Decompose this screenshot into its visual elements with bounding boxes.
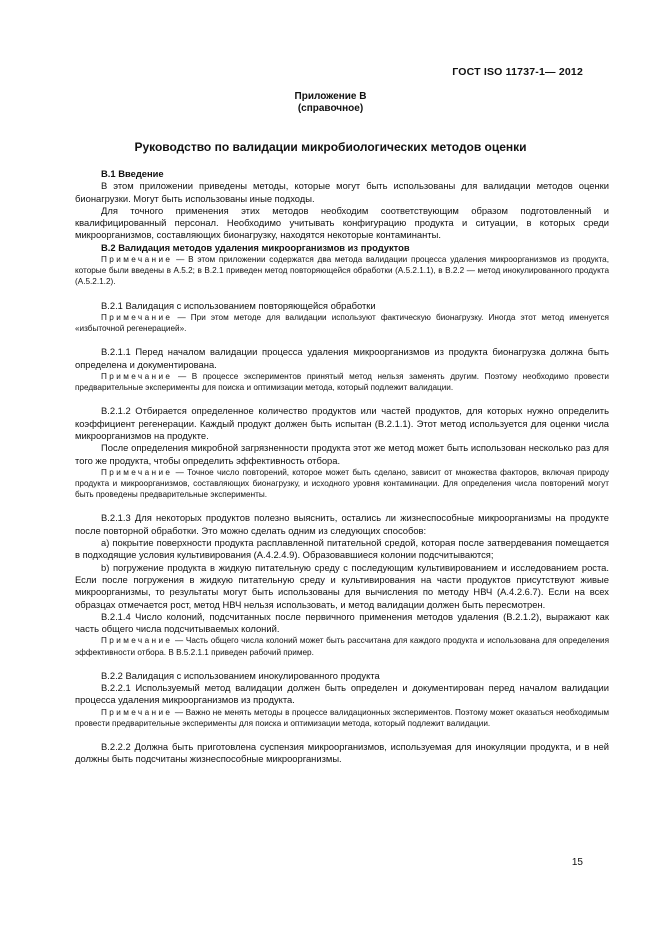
spacer xyxy=(101,334,583,346)
note-label: Примечание xyxy=(101,707,173,717)
document-title: Руководство по валидации микробиологических методов оценки xyxy=(134,140,527,154)
note xyxy=(75,635,609,657)
section-heading: В.2 Валидация методов удаления микроорганизмов из продуктов xyxy=(101,241,410,253)
note-text: — При этом методе для валидации используют фактическую бионагрузку. Иногда этот метод именуется «избыточной регенерацией». xyxy=(75,312,609,334)
paragraph: В.2.2 Валидация с использованием инокулированного продукта xyxy=(101,669,380,681)
note-text: — Точное число повторений, которое может быть сделано, зависит от множества факторов, включая природу продукта и микроорганизмов, составляющих бионагрузку, и исходного уровня контаминации. Для определения числа повторений могут быть проведены предварительные эксперименты. xyxy=(75,467,609,500)
spacer xyxy=(101,729,583,741)
note-label: Примечание xyxy=(101,636,173,646)
paragraph: b) погружение продукта в жидкую питательную среду с последующим культивированием и исследованием роста. Если после погружения в жидкую питательную среду и культивирования на части продуктов присутствуют живые микроорганизмы, то результаты могут быть использованы для вычисления по методу НВЧ (А.4.2.6.7). Если на всех образцах отмечается рост, метод НВЧ нельзя использовать, и метод валидации должен быть пересмотрен. xyxy=(75,561,609,610)
paragraph: В этом приложении приведены методы, которые могут быть использованы для валидации методов оценки бионагрузки. Могут быть использованы иные подходы. xyxy=(75,180,609,204)
paragraph: Для точного применения этих методов необходим соответствующим образом подготовленный и квалифицированный персонал. Необходимо учитывать конфигурацию продукта и ситуации, в которых среди микроорганизмов, составляющих бионагрузку, находятся некоторые контаминанты. xyxy=(75,204,609,241)
annex-title: Приложение В xyxy=(294,91,367,102)
spacer xyxy=(101,393,583,405)
annex-heading xyxy=(0,91,661,115)
section-heading: В.1 Введение xyxy=(101,168,164,179)
note xyxy=(75,254,609,288)
note-label: Примечание xyxy=(101,255,173,265)
paragraph: После определения микробной загрязненности продукта этот же метод может быть использован несколько раз для того же продукта, чтобы определить эффективность отбора. xyxy=(75,442,609,466)
paragraph: В.2.2.1 Используемый метод валидации должен быть определен и документирован перед началом валидации процесса удаления микроорганизмов из продукта. xyxy=(75,682,609,706)
spacer xyxy=(101,500,583,512)
note-text: — Часть общего числа колоний может быть рассчитана для каждого продукта и использована для определения эффективности отбора. В В.5.2.1.1 приведен рабочий пример. xyxy=(75,636,609,657)
note xyxy=(75,371,609,393)
page-number: 15 xyxy=(571,857,583,868)
annex-subtitle: (справочное) xyxy=(297,103,364,114)
document-body xyxy=(75,168,609,766)
note xyxy=(75,707,609,729)
note-text: — В процессе экспериментов принятый метод нельзя заменять другим. Поэтому необходимо провести предварительные эксперименты для поиска и оптимизации метода, который подлежит валидации. xyxy=(75,371,609,393)
note xyxy=(75,312,609,334)
paragraph: В.2.1.2 Отбирается определенное количество продуктов или частей продуктов, для которых нужно определить коэффициент регенерации. Каждый продукт должен быть испытан (В.2.1.1). Этот метод используется для оценки числа микроорганизмов на продукте. xyxy=(75,405,609,441)
note-label: Примечание xyxy=(101,371,173,381)
paragraph: В.2.2.2 Должна быть приготовлена суспензия микроорганизмов, используемая для инокуляции продукта, и в ней должны быть подсчитаны жизнеспособные микроорганизмы. xyxy=(75,741,609,765)
spacer xyxy=(101,288,583,300)
paragraph: а) покрытие поверхности продукта расплавленной питательной средой, которая после затвердевания помещается в подходящие условия культивирования (А.4.2.4.9). Образовавшиеся колонии подсчитываются; xyxy=(75,537,609,561)
note-label: Примечание xyxy=(101,312,173,322)
paragraph: В.2.1 Валидация с использованием повторяющейся обработки xyxy=(101,299,376,311)
paragraph: В.2.1.1 Перед началом валидации процесса удаления микроорганизмов из продукта бионагрузка должна быть определена и документирована. xyxy=(75,346,609,370)
note xyxy=(75,467,609,501)
standard-header: ГОСТ ISO 11737-1— 2012 xyxy=(452,66,583,78)
paragraph: В.2.1.4 Число колоний, подсчитанных после первичного применения методов удаления (В.2.1.2), выражают как часть общего числа подсчитываемых колоний. xyxy=(75,610,609,635)
note-label: Примечание xyxy=(101,467,173,477)
spacer xyxy=(101,658,583,670)
note-text: — Важно не менять методы в процессе валидационных экспериментов. Поэтому может оказаться необходимым провести предварительные эксперименты для поиска и оптимизации метода, который подлежит валидации. xyxy=(75,707,609,728)
note-text: — В этом приложении содержатся два метода валидации процесса удаления микроорганизмов из продукта, которые были введены в А.5.2; в В.2.1 приведен метод повторяющейся обработки (А.5.2.1.1), в В.2.2 — метод инокулированного продукта (А.5.2.1.2). xyxy=(75,255,609,287)
paragraph: В.2.1.3 Для некоторых продуктов полезно выяснить, остались ли жизнеспособные микроорганизмы на продукте после повторной обработки. Это можно сделать одним из следующих способов: xyxy=(75,512,609,536)
